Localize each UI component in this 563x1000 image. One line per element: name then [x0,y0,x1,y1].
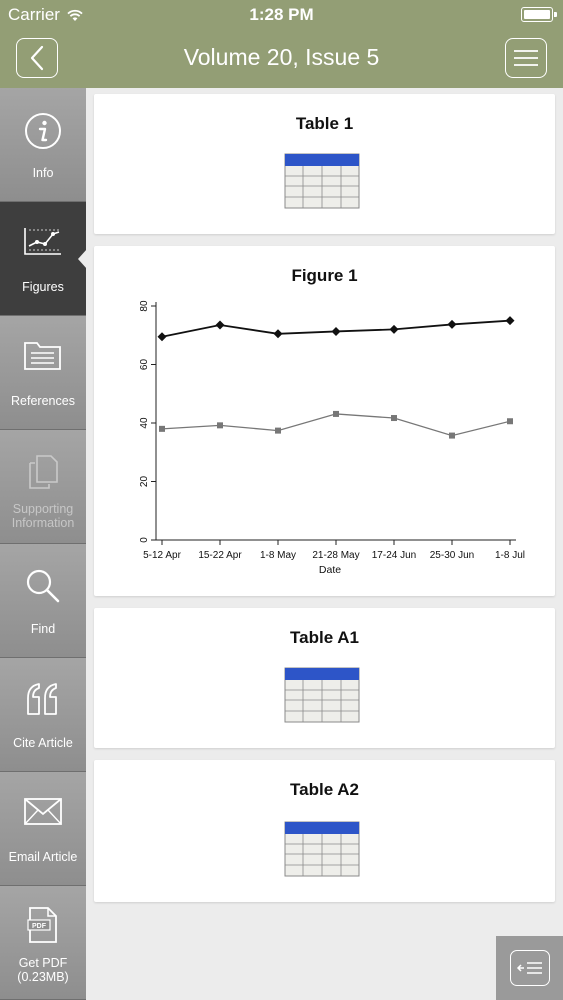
data-point [216,321,225,330]
nav-bar [0,30,563,88]
data-point [217,422,223,428]
sidebar-item-info[interactable] [0,88,86,202]
data-point [158,332,167,341]
table-1-card[interactable] [94,94,555,234]
sidebar-item-find[interactable] [0,544,86,658]
x-tick-label: 17-24 Jun [371,550,417,561]
content-area [86,88,563,1000]
sidebar-item-get-pdf[interactable] [0,886,86,1000]
x-tick-label: 1-8 Jul [494,550,526,561]
sidebar-item-label: Find [30,622,56,636]
chart-icon [23,226,63,256]
figure-1-card[interactable] [94,246,555,596]
status-time: 1:28 PM [249,5,314,24]
data-point [391,415,397,421]
data-point [507,418,513,424]
y-tick-label: 40 [139,417,150,429]
sidebar-item-label: Email Article [8,850,78,864]
sidebar-item-label: Figures [22,280,64,294]
copy-icon [27,454,59,490]
hamburger-icon [513,48,539,68]
x-tick-label: 1-8 May [259,550,297,561]
sidebar-item-email-article[interactable] [0,772,86,886]
x-tick-label: 15-22 Apr [198,550,242,561]
table-icon [283,820,361,878]
sidebar-item-label: References [11,394,75,408]
table-a1-card[interactable] [94,608,555,748]
sidebar-item-label: Get PDF (0.23MB) [17,956,69,984]
battery-icon [521,7,553,22]
table-icon [283,152,361,210]
y-tick-label: 20 [139,475,150,488]
x-tick-label: 5-12 Apr [143,550,181,561]
collapse-icon [516,959,544,977]
table-a2-title: Table A2 [290,780,359,799]
data-point [448,320,457,329]
x-tick-label: 25-30 Jun [429,550,475,561]
status-bar [0,0,563,30]
data-point [390,325,399,334]
data-point [275,428,281,434]
sidebar-item-figures[interactable] [0,202,86,316]
sidebar-item-supporting-information[interactable] [0,430,86,544]
figure-1-title: Figure 1 [291,266,358,285]
sidebar-item-cite-article[interactable] [0,658,86,772]
nav-title: Volume 20, Issue 5 [183,44,380,70]
figure-1-chart [94,246,555,596]
y-tick-label: 0 [139,537,150,543]
y-tick-label: 60 [139,358,150,371]
table-icon [283,666,361,724]
sidebar-item-references[interactable] [0,316,86,430]
sidebar-active-pointer [78,249,87,269]
sidebar [0,88,86,1000]
folder-icon [23,340,63,372]
table-1-title: Table 1 [295,114,354,133]
x-axis-label: Date [318,564,342,576]
y-tick-label: 80 [139,300,150,312]
pdf-badge-text: PDF [32,923,46,930]
sidebar-item-label: Info [32,166,54,180]
table-a2-card[interactable] [94,760,555,902]
sidebar-item-label: Supporting Information [11,502,75,530]
data-point [159,426,165,432]
data-point [449,433,455,439]
search-icon [25,568,61,604]
x-tick-label: 21-28 May [312,550,360,561]
info-icon [24,112,62,150]
data-point [274,329,283,338]
series-line-2 [162,414,510,436]
data-point [332,327,341,336]
menu-button[interactable] [505,38,547,78]
data-point [506,316,515,325]
data-point [333,411,339,417]
sidebar-item-label: Cite Article [13,736,73,750]
quote-icon [25,682,61,716]
pdf-icon [27,906,59,944]
envelope-icon [23,796,63,826]
collapse-sidebar-button[interactable] [496,936,563,1000]
table-a1-title: Table A1 [290,628,359,647]
carrier-label: Carrier [8,5,60,24]
